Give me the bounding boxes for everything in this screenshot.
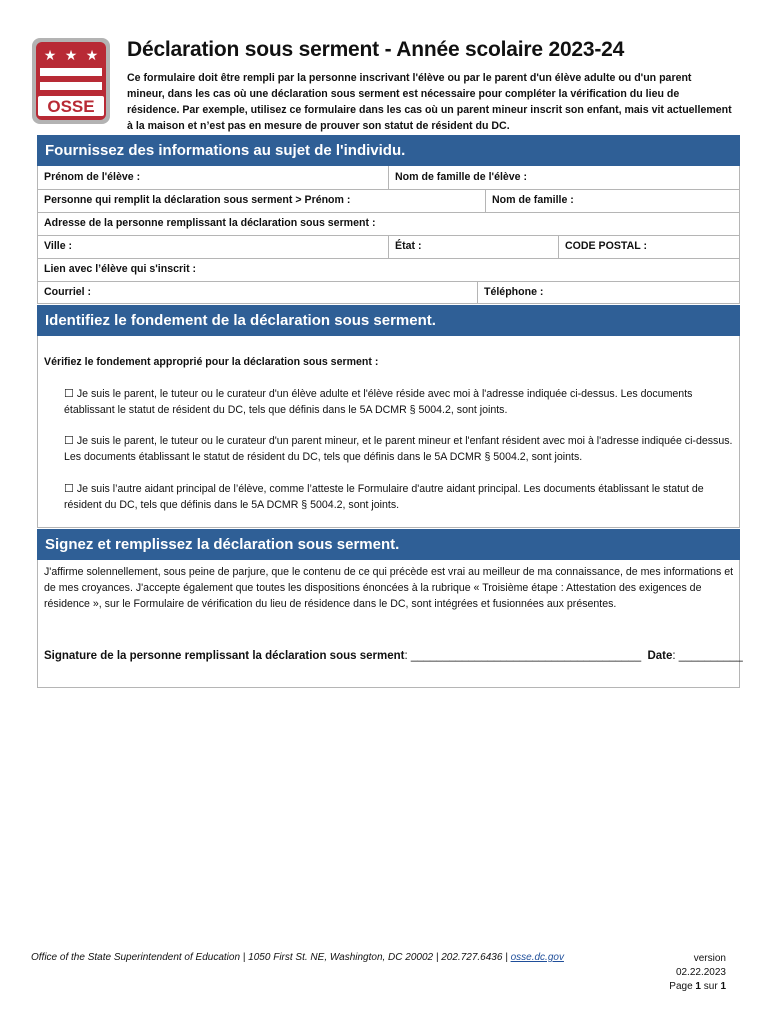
page-number: Page 1 sur 1: [669, 981, 726, 992]
svg-text:★: ★: [64, 48, 78, 64]
filer-last-name-field[interactable]: Nom de famille :: [492, 194, 574, 206]
svg-text:★: ★: [43, 48, 57, 64]
table-row: [38, 166, 739, 190]
version-date: 02.22.2023: [675, 967, 726, 978]
table-row: [38, 212, 739, 236]
student-last-name-field[interactable]: Nom de famille de l'élève :: [395, 171, 528, 183]
section-heading-individual: Fournissez des informations au sujet de l'individu.: [37, 135, 740, 166]
individual-info-table: [37, 166, 740, 304]
checkbox[interactable]: ☐: [64, 435, 74, 447]
page-title: Déclaration sous serment - Année scolaire 2023-24: [127, 38, 625, 61]
affirmation-statement: J'affirme solennellement, sous peine de parjure, que le contenu de ce qui précède est vrai au meilleur de ma connaissance, de mes informations et de mes croyances. J'accepte également que toutes les dispositions énoncées à la rubrique « Troisième étape : Attestation des exigences de résidence », sur le Formulaire de vérification du lieu de résidence dans le DC, sont intégrées et fusionnées aux présentes.: [44, 566, 734, 610]
filer-first-name-field[interactable]: Personne qui remplit la déclaration sous serment > Prénom :: [44, 194, 351, 206]
basis-option-adult-student: ☐ Je suis le parent, le tuteur ou le curateur d'un élève adulte et l'élève réside avec moi à l'adresse indiquée ci-dessus. Les documents établissant le statut de résident du DC, tels que définis dans le 5A DCMR § 5004.2, sont joints.: [64, 388, 693, 416]
zip-field[interactable]: CODE POSTAL :: [565, 240, 648, 252]
svg-text:★: ★: [85, 48, 99, 64]
city-field[interactable]: Ville :: [44, 240, 73, 252]
table-row: [38, 281, 739, 304]
state-field[interactable]: État :: [395, 240, 422, 252]
logo-text: OSSE: [47, 97, 95, 116]
email-field[interactable]: Courriel :: [44, 286, 92, 298]
intro-text: Ce formulaire doit être rempli par la personne inscrivant l'élève ou par le parent d'un élève adulte ou d'un parent mineur, dans les cas où une déclaration sous serment est nécessaire pour compléter la vérification du lieu de résidence. Par exemple, utilisez ce formulaire dans les cas où un parent mineur inscrit son enfant, mais vit actuellement à la maison et n’est pas en mesure de prouver son statut de résident du DC.: [127, 72, 732, 132]
student-first-name-field[interactable]: Prénom de l'élève :: [44, 171, 141, 183]
table-row: [38, 189, 739, 213]
signature-field[interactable]: : ____________________________________: [404, 650, 642, 662]
basis-option-other-caregiver: ☐ Je suis l’autre aidant principal de l’élève, comme l’atteste le Formulaire d'autre aidant principal. Les documents établissant le statut de résident du DC, tels que définis dans le 5A DCMR § 5004.2, sont joints.: [64, 483, 704, 511]
basis-prompt: Vérifiez le fondement approprié pour la déclaration sous serment :: [44, 356, 379, 368]
checkbox[interactable]: ☐: [64, 483, 74, 495]
date-label: Date: [647, 650, 673, 662]
version-label: version: [693, 953, 726, 964]
signature-line: [44, 650, 743, 662]
table-row: [38, 258, 739, 282]
address-field[interactable]: Adresse de la personne remplissant la déclaration sous serment :: [44, 217, 376, 229]
checkbox[interactable]: ☐: [64, 388, 74, 400]
relationship-field[interactable]: Lien avec l’élève qui s'inscrit :: [44, 263, 197, 275]
date-field[interactable]: : __________: [672, 650, 743, 662]
signature-label: Signature de la personne remplissant la déclaration sous serment: [44, 650, 405, 662]
section-heading-sign: Signez et remplissez la déclaration sous serment.: [37, 529, 740, 560]
phone-field[interactable]: Téléphone :: [484, 286, 544, 298]
section-heading-basis: Identifiez le fondement de la déclaration sous serment.: [37, 305, 740, 336]
osse-link[interactable]: osse.dc.gov: [510, 952, 564, 963]
footer-office: Office of the State Superintendent of Education | 1050 First St. NE, Washington, DC 20002 | 202.727.6436 | osse.dc.gov: [31, 952, 564, 963]
basis-option-minor-parent: ☐ Je suis le parent, le tuteur ou le curateur d'un parent mineur, et le parent mineur et l'enfant résident avec moi à l'adresse indiquée ci-dessus. Les documents établissant le statut de résident du DC, tels que définis dans le 5A DCMR § 5004.2, sont joints.: [64, 435, 733, 463]
table-row: [38, 235, 739, 259]
osse-logo: [32, 38, 110, 124]
footer-version: [650, 952, 726, 994]
